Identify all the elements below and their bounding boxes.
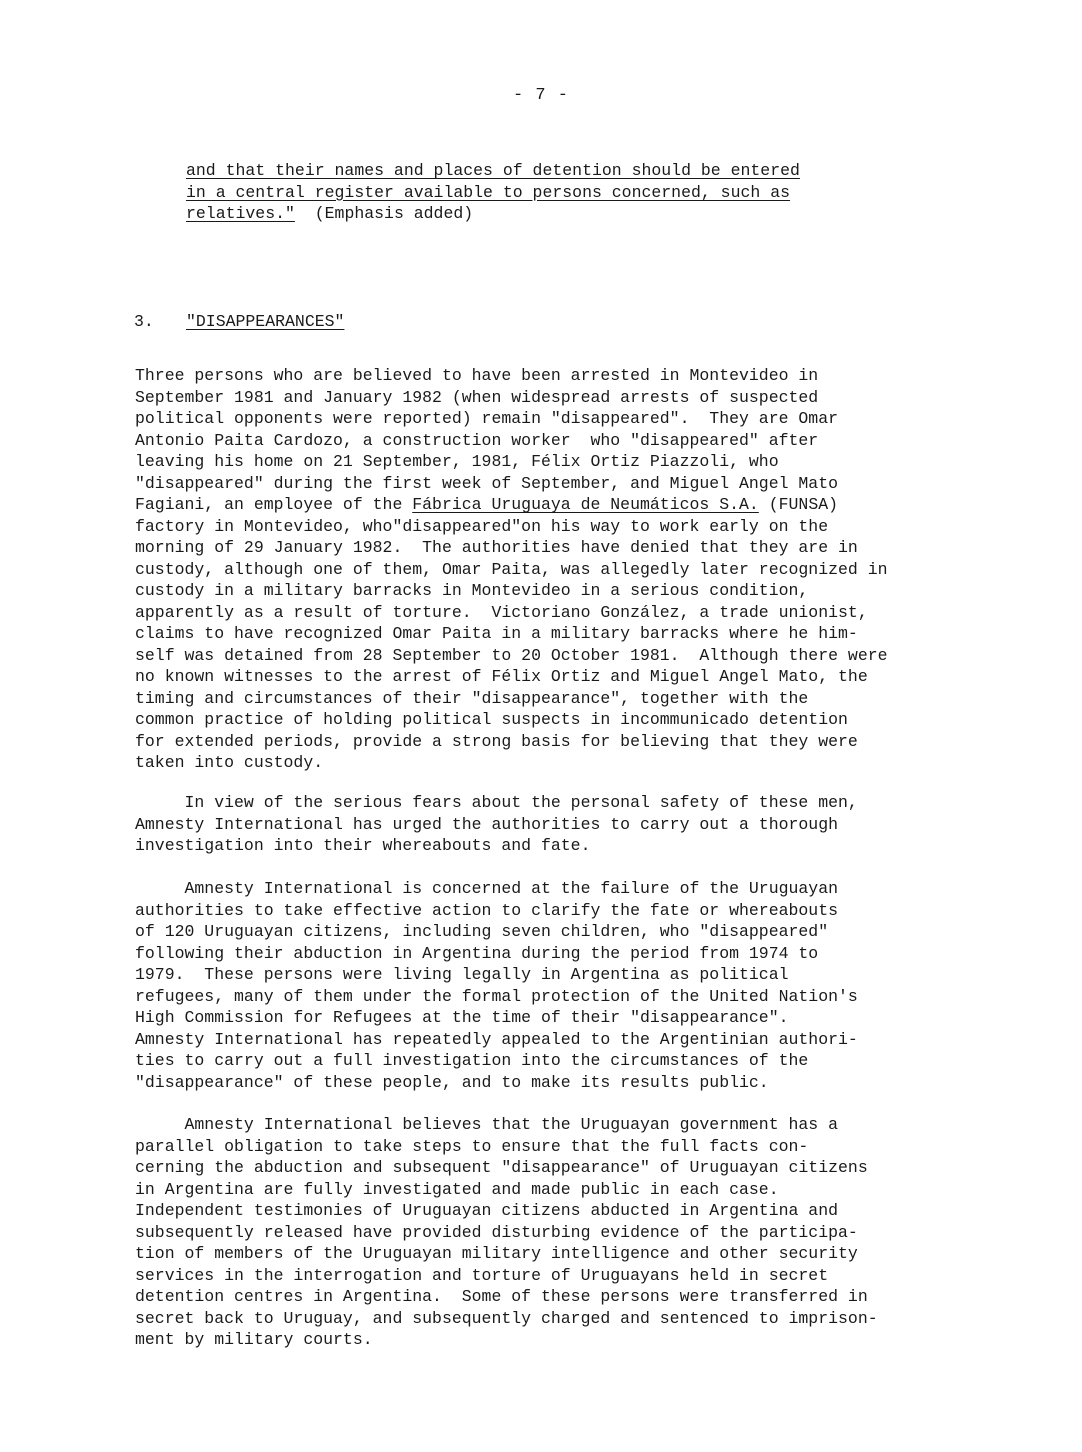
text-line: Amnesty International has repeatedly appealed to the Argentinian authori- — [135, 1029, 858, 1049]
factory-name: Fábrica Uruguaya de Neumáticos S.A. — [412, 495, 759, 514]
text-line: claims to have recognized Omar Paita in a military barracks where he him- — [135, 624, 858, 643]
quote-line: in a central register available to persons concerned, such as — [186, 182, 790, 202]
text-line: services in the interrogation and torture of Uruguayans held in secret — [135, 1265, 829, 1285]
text-line: self was detained from 28 September to 20 October 1981. Although there were — [135, 645, 888, 665]
text-line: tion of members of the Uruguayan military intelligence and other security — [135, 1244, 858, 1263]
section-title: "DISAPPEARANCES" — [186, 312, 345, 331]
text-line: September 1981 and January 1982 (when widespread arrests of suspected — [135, 387, 819, 407]
text-line: ment by military courts. — [135, 1330, 373, 1349]
quote-line: and that their names and places of detention should be entered — [186, 161, 800, 180]
text-line: for extended periods, provide a strong basis for believing that they were — [135, 731, 858, 751]
text-line: taken into custody. — [135, 753, 324, 772]
text-line: parallel obligation to take steps to ensure that the full facts con- — [135, 1136, 809, 1156]
text-line: In view of the serious fears about the personal safety of these men, — [135, 793, 858, 812]
emphasis-note: (Emphasis added) — [314, 204, 474, 223]
text-line: Amnesty International is concerned at the failure of the Uruguayan — [135, 879, 839, 898]
text-line: High Commission for Refugees at the time of their "disappearance". — [135, 1008, 789, 1027]
text-line: following their abduction in Argentina during the period from 1974 to — [135, 943, 819, 963]
paragraph-3 — [135, 878, 955, 1093]
text-line: Antonio Paita Cardozo, a construction worker who "disappeared" after — [135, 430, 819, 450]
text-line: morning of 29 January 1982. The authorities have denied that they are in — [135, 538, 858, 557]
text-line: secret back to Uruguay, and subsequently charged and sentenced to imprison- — [135, 1308, 878, 1328]
text-line: common practice of holding political suspects in incommunicado detention — [135, 710, 848, 729]
section-heading — [134, 312, 344, 331]
text-line: detention centres in Argentina. Some of these persons were transferred in — [135, 1287, 868, 1306]
text-line: in Argentina are fully investigated and made public in each case. — [135, 1179, 779, 1199]
text-line: Amnesty International believes that the Uruguayan government has a — [135, 1115, 839, 1134]
text-line: leaving his home on 21 September, 1981, Félix Ortiz Piazzoli, who — [135, 452, 779, 471]
text-line: of 120 Uruguayan citizens, including seven children, who "disappeared" — [135, 922, 829, 941]
text-line: 1979. These persons were living legally in Argentina as political — [135, 965, 789, 984]
text-line: Amnesty International has urged the authorities to carry out a thorough — [135, 814, 839, 834]
text-line: custody in a military barracks in Montevideo in a serious condition, — [135, 581, 809, 600]
text-line: apparently as a result of torture. Victoriano González, a trade unionist, — [135, 602, 868, 622]
text-line: investigation into their whereabouts and fate. — [135, 836, 591, 855]
text-line: Fagiani, an employee of the Fábrica Uruguaya de Neumáticos S.A. (FUNSA) — [135, 495, 839, 514]
paragraph-2 — [135, 792, 955, 857]
text-line: Independent testimonies of Uruguayan citizens abducted in Argentina and — [135, 1201, 839, 1220]
text-line: cerning the abduction and subsequent "disappearance" of Uruguayan citizens — [135, 1158, 868, 1177]
text-line: authorities to take effective action to clarify the fate or whereabouts — [135, 900, 839, 920]
text-line: Three persons who are believed to have been arrested in Montevideo in — [135, 366, 819, 385]
text-line: political opponents were reported) remain "disappeared". They are Omar — [135, 409, 839, 428]
quoted-passage — [186, 160, 866, 225]
quote-line: relatives." (Emphasis added) — [186, 204, 474, 223]
text-line: factory in Montevideo, who"disappeared"on his way to work early on the — [135, 516, 829, 536]
paragraph-1 — [135, 365, 955, 774]
text-line: refugees, many of them under the formal protection of the United Nation's — [135, 986, 858, 1006]
text-line: custody, although one of them, Omar Paita, was allegedly later recognized in — [135, 559, 888, 579]
text-line: ties to carry out a full investigation into the circumstances of the — [135, 1051, 809, 1070]
text-line: no known witnesses to the arrest of Félix Ortiz and Miguel Angel Mato, the — [135, 667, 868, 686]
section-number: 3. — [134, 312, 154, 331]
page-number: - 7 - — [512, 86, 569, 105]
text-line: timing and circumstances of their "disappearance", together with the — [135, 688, 809, 708]
paragraph-4 — [135, 1114, 955, 1351]
text-line: subsequently released have provided disturbing evidence of the participa- — [135, 1222, 858, 1242]
text-line: "disappearance" of these people, and to make its results public. — [135, 1072, 769, 1092]
text-line: "disappeared" during the first week of September, and Miguel Angel Mato — [135, 473, 839, 493]
